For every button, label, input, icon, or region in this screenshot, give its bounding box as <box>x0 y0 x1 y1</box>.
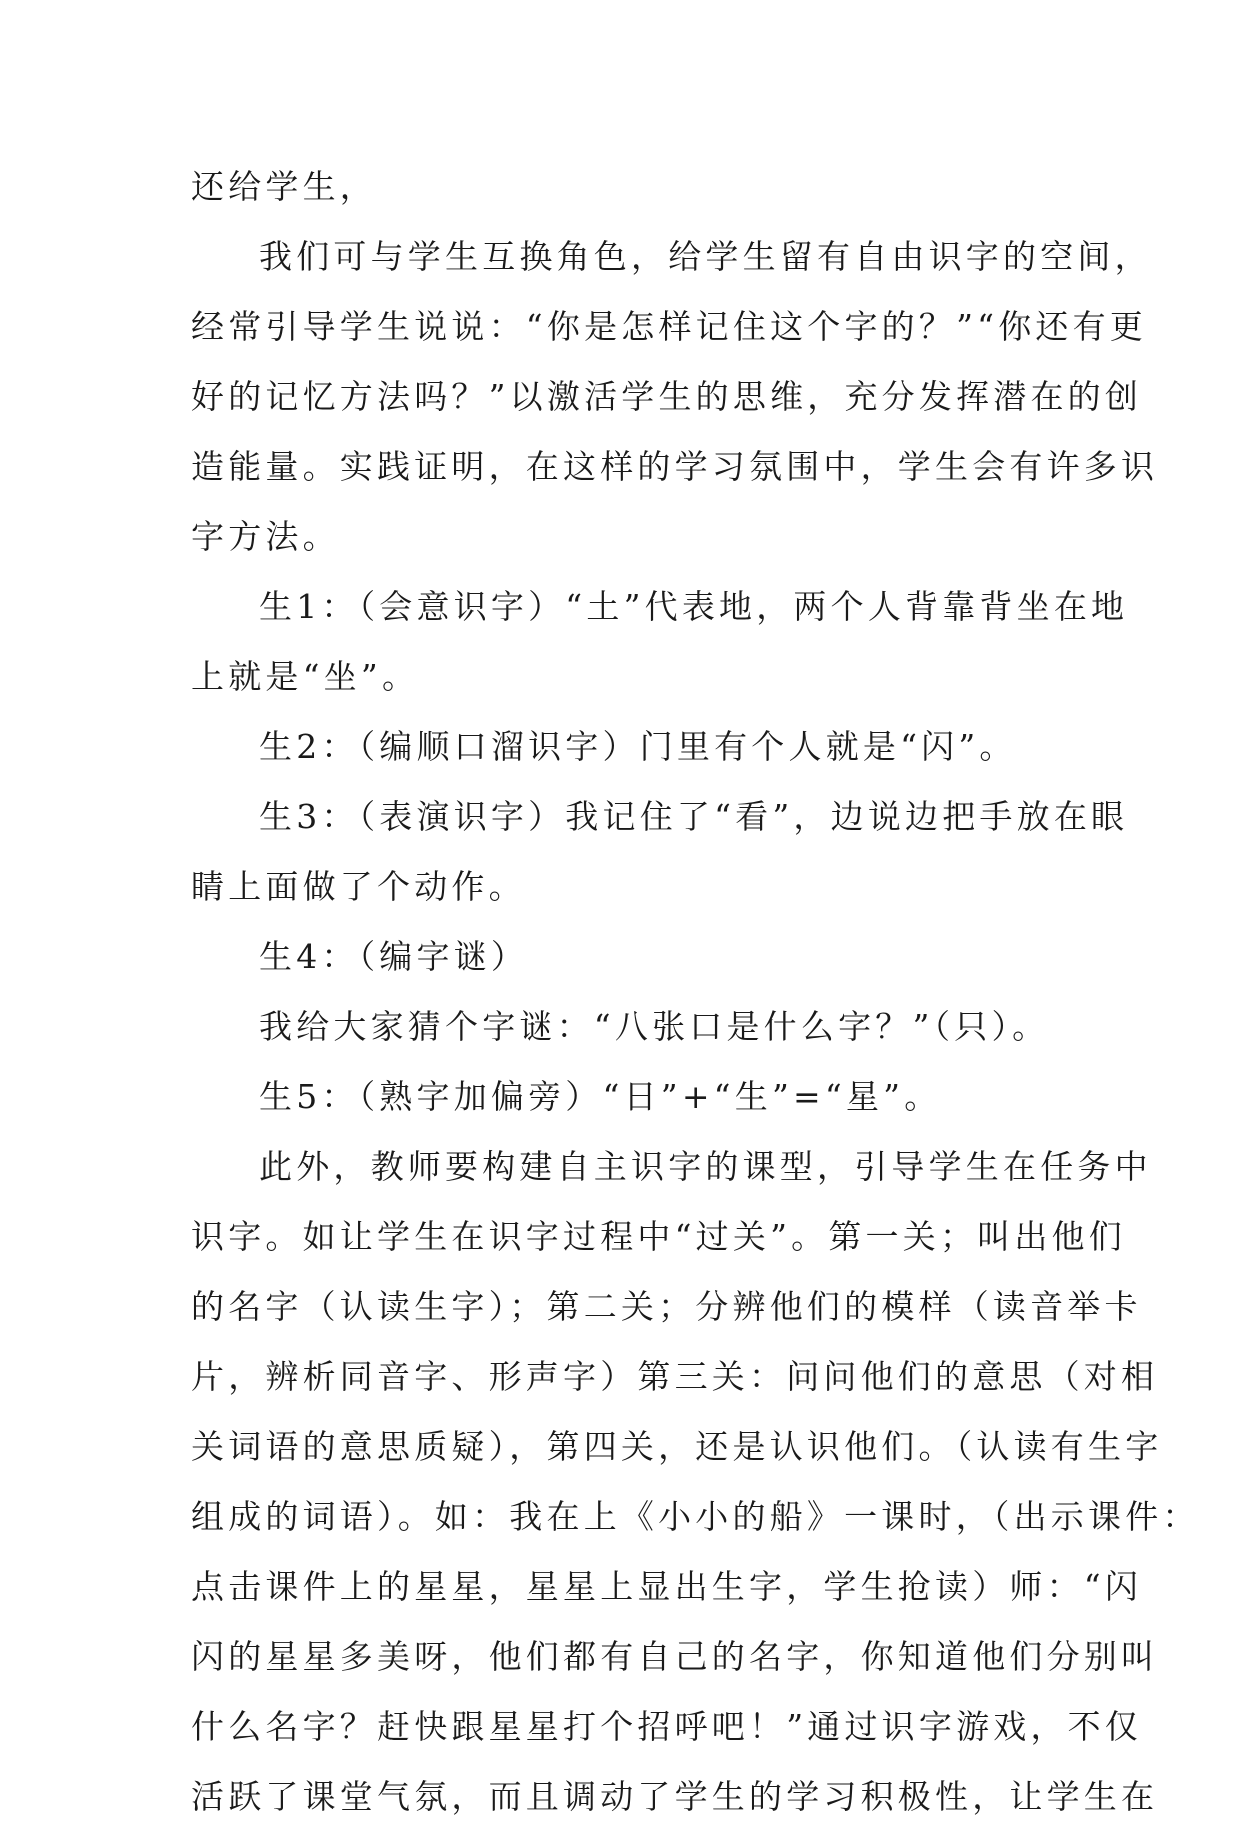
text-line: 我们可与学生互换角色，给学生留有自由识字的空间， <box>259 237 1152 276</box>
text-line: 好的记忆方法吗？”以激活学生的思维，充分发挥潜在的创 <box>191 377 1143 416</box>
text-line: 活跃了课堂气氛，而且调动了学生的学习积极性，让学生在 <box>191 1777 1159 1816</box>
text-line: 片，辨析同音字、形声字）第三关：问问他们的意思（对相 <box>191 1357 1159 1396</box>
document-body <box>191 152 1200 1832</box>
text-line: 上就是“坐”。 <box>191 657 420 696</box>
text-line: 什么名字？赶快跟星星打个招呼吧！”通过识字游戏，不仅 <box>191 1707 1143 1746</box>
text-line: 经常引导学生说说：“你是怎样记住这个字的？”“你还有更 <box>191 307 1148 346</box>
text-line: 生3：（表演识字）我记住了“看”，边说边把手放在眼 <box>259 797 1129 836</box>
text-line: 我给大家猜个字谜：“八张口是什么字？”（只）。 <box>259 1007 1050 1046</box>
text-line: 的名字（认读生字）；第二关；分辨他们的模样（读音举卡 <box>191 1287 1142 1326</box>
text-line: 识字。如让学生在识字过程中“过关”。第一关；叫出他们 <box>191 1217 1126 1256</box>
text-line: 闪的星星多美呀，他们都有自己的名字，你知道他们分别叫 <box>191 1637 1159 1676</box>
text-line: 此外，教师要构建自主识字的课型，引导学生在任务中 <box>259 1147 1152 1186</box>
text-line: 点击课件上的星星，星星上显出生字，学生抢读）师：“闪 <box>191 1567 1143 1606</box>
text-line: 关词语的意思质疑），第四关，还是认识他们。（认读有生字 <box>191 1427 1163 1466</box>
text-line: 生5：（熟字加偏旁）“日”+“生”=“星”。 <box>259 1077 942 1116</box>
text-line: 字方法。 <box>191 517 340 556</box>
text-line: 生4：（编字谜） <box>259 937 529 976</box>
text-line: 组成的词语）。如：我在上《小小的船》一课时，（出示课件： <box>191 1497 1200 1536</box>
text-line: 还给学生， <box>191 167 377 206</box>
text-line: 睛上面做了个动作。 <box>191 867 526 906</box>
text-line: 生1：（会意识字）“土”代表地，两个人背靠背坐在地 <box>259 587 1129 626</box>
text-line: 生2：（编顺口溜识字）门里有个人就是“闪”。 <box>259 727 1017 766</box>
text-line: 造能量。实践证明，在这样的学习氛围中，学生会有许多识 <box>191 447 1159 486</box>
